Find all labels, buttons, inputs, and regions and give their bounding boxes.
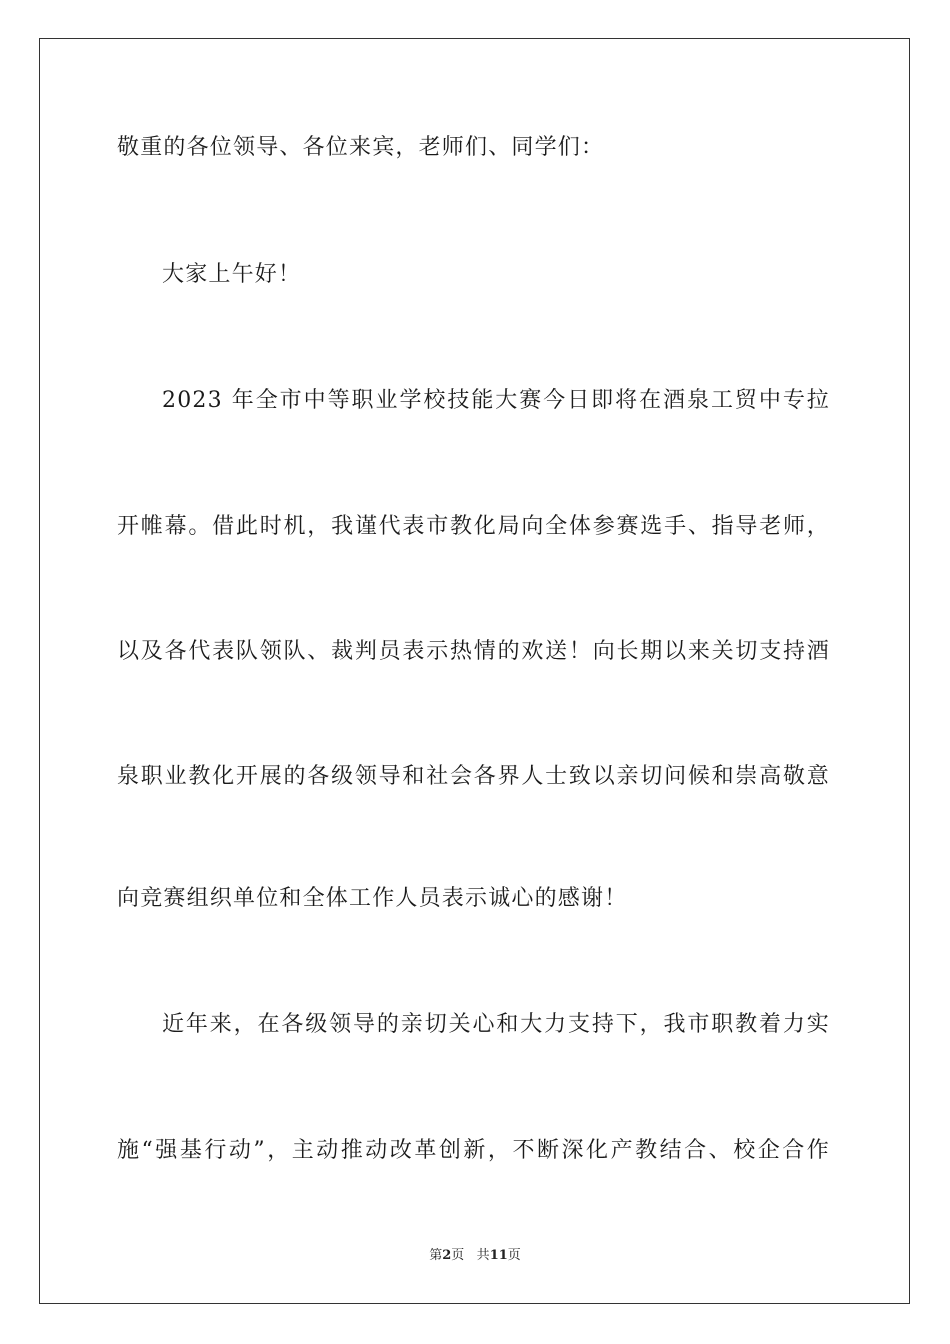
salutation-line: 敬重的各位领导、各位来宾，老师们、同学们： xyxy=(117,135,605,160)
footer-prefix: 第 xyxy=(429,1248,443,1263)
current-page-number: 2 xyxy=(442,1248,452,1263)
paragraph-line: 近年来，在各级领导的亲切关心和大力支持下，我市职教着力实 xyxy=(162,1012,830,1037)
page-border xyxy=(39,38,910,1304)
footer-page-suffix: 页 xyxy=(451,1248,465,1263)
paragraph-line: 向竞赛组织单位和全体工作人员表示诚心的感谢！ xyxy=(117,886,628,911)
paragraph-line: 施“强基行动”，主动推动改革创新，不断深化产教结合、校企合作 xyxy=(117,1138,830,1163)
paragraph-line: 开帷幕。借此时机，我谨代表市教化局向全体参赛选手、指导老师， xyxy=(117,514,830,539)
greeting-line: 大家上午好！ xyxy=(162,262,302,287)
paragraph-line: 2023 年全市中等职业学校技能大赛今日即将在酒泉工贸中专拉 xyxy=(162,388,830,413)
paragraph-line: 以及各代表队领队、裁判员表示热情的欢送！向长期以来关切支持酒 xyxy=(117,639,830,664)
page-footer xyxy=(0,1244,950,1263)
footer-total-suffix: 页 xyxy=(507,1248,521,1263)
total-pages-number: 11 xyxy=(489,1248,508,1263)
footer-total-prefix: 共 xyxy=(476,1248,490,1263)
paragraph-line: 泉职业教化开展的各级领导和社会各界人士致以亲切问候和崇高敬意 xyxy=(117,764,830,789)
